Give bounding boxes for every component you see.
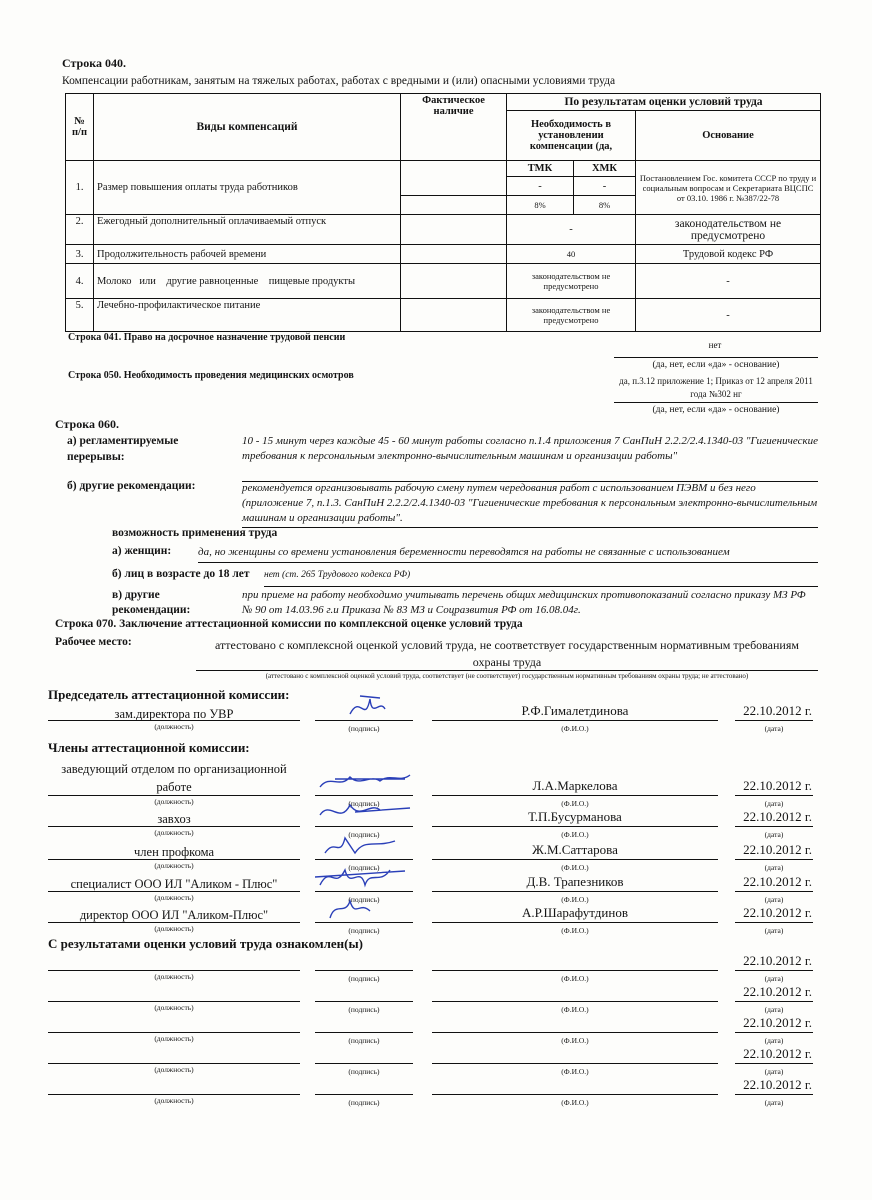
women-label: а) женщин:	[112, 545, 172, 557]
row-actual	[401, 299, 507, 332]
signature-caption: (подпись)	[348, 1098, 380, 1107]
row-num: 5.	[66, 299, 94, 332]
position-line	[48, 970, 300, 971]
date-value: 22.10.2012 г.	[743, 874, 812, 889]
signature-caption: (подпись)	[348, 926, 380, 935]
row-name: Ежегодный дополнительный оплачиваемый отпуск	[94, 215, 401, 245]
women-value: да, но женщины со времени установления беременности переводятся на работы не связанные с использованием	[198, 546, 730, 558]
tmk-value: -	[507, 177, 574, 196]
row-name: Молоко или другие равноценные пищевые продукты	[94, 264, 401, 299]
signature-caption: (подпись)	[348, 830, 380, 839]
fio-caption: (Ф.И.О.)	[561, 895, 589, 904]
fio-caption: (Ф.И.О.)	[561, 1005, 589, 1014]
position-line	[48, 1063, 300, 1064]
row060-title: Строка 060.	[55, 417, 119, 431]
fio-caption: (Ф.И.О.)	[561, 830, 589, 839]
row-actual	[401, 215, 507, 245]
hmk-value: -	[574, 177, 636, 196]
position-caption: (должность)	[154, 972, 194, 981]
other-recommendations-line	[242, 527, 818, 528]
date-line	[735, 826, 813, 827]
fio-value: Л.А.Маркелова	[532, 778, 618, 793]
women-line	[198, 562, 818, 563]
date-line	[735, 922, 813, 923]
header-actual: Фактическое наличие	[401, 94, 507, 161]
header-tmk: ТМК	[507, 161, 574, 177]
handwritten-signature	[315, 800, 415, 830]
row-actual	[401, 196, 507, 215]
position-caption: (должность)	[154, 1034, 194, 1043]
handwritten-signature	[315, 769, 415, 799]
handwritten-signature	[315, 896, 415, 926]
position-value: заведующий отделом по организационной работе	[61, 762, 287, 794]
row-basis: законодательством не предусмотрено	[636, 215, 821, 245]
position-caption: (должность)	[154, 722, 194, 731]
date-line	[735, 970, 813, 971]
workplace-label: Рабочее место:	[55, 636, 132, 648]
position-caption: (должность)	[154, 797, 194, 806]
row040-title: Строка 040.	[62, 56, 126, 70]
chairman-heading: Председатель аттестационной комиссии:	[48, 687, 290, 702]
position-caption: (должность)	[154, 924, 194, 933]
fio-line	[432, 859, 718, 860]
header-kinds: Виды компенсаций	[94, 94, 401, 161]
other-value: при приеме на работу необходимо учитывать перечень общих медицинских противопоказаний согласно приказу МЗ РФ № 90 от 14.03.96 г.и Приказа № 83 МЗ и Соцразвития РФ от 16.08.04г.	[242, 589, 806, 616]
acquainted-heading: С результатами оценки условий труда ознакомлен(ы)	[48, 936, 363, 951]
row-need: 40	[507, 245, 636, 264]
row-basis: Постановлением Гос. комитета СССР по труду и социальным вопросам и Секретариата ВЦСПС от 03.10. 1986 г. №387/22-78	[636, 161, 821, 215]
row-basis: -	[636, 299, 821, 332]
date-caption: (дата)	[764, 1098, 784, 1107]
fio-line	[432, 1063, 718, 1064]
date-value: 22.10.2012 г.	[743, 905, 812, 920]
date-caption: (дата)	[764, 1005, 784, 1014]
date-value: 22.10.2012 г.	[743, 1015, 812, 1030]
position-caption: (должность)	[154, 1096, 194, 1105]
row-actual	[401, 245, 507, 264]
row050-line	[614, 402, 818, 403]
header-results: По результатам оценки условий труда	[507, 94, 821, 111]
fio-caption: (Ф.И.О.)	[561, 799, 589, 808]
hmk-value: 8%	[574, 196, 636, 215]
date-line	[735, 1094, 813, 1095]
date-caption: (дата)	[764, 974, 784, 983]
date-line	[735, 1032, 813, 1033]
position-line	[48, 1001, 300, 1002]
position-caption: (должность)	[154, 828, 194, 837]
date-value: 22.10.2012 г.	[743, 842, 812, 857]
date-caption: (дата)	[764, 799, 784, 808]
position-value: член профкома	[134, 845, 214, 859]
row070-title: Строка 070. Заключение аттестационной комиссии по комплексной оценке условий труда	[55, 618, 523, 630]
signature-caption: (подпись)	[348, 1005, 380, 1014]
date-caption: (дата)	[764, 830, 784, 839]
minors-label: б) лиц в возрасте до 18 лет	[112, 568, 250, 580]
row041-label: Строка 041. Право на досрочное назначение трудовой пенсии	[68, 332, 346, 343]
other-recommendations-value: рекомендуется организовывать рабочую смену путем чередования работ с использованием ПЭВМ и без него (приложение 7, п.1.3. СанПиН 2.2.2/2.4.1340-03 "Гигиенические требования к персональным электронно-вычислительным машинам и организации работы".	[242, 482, 818, 524]
position-value: директор ООО ИЛ "Аликом-Плюс"	[79, 908, 269, 922]
date-value: 22.10.2012 г.	[743, 1046, 812, 1061]
signature-line	[315, 1094, 413, 1095]
row050-label: Строка 050. Необходимость проведения медицинских осмотров	[68, 370, 354, 381]
row-num: 3.	[66, 245, 94, 264]
position-caption: (должность)	[154, 861, 194, 870]
signature-caption: (подпись)	[348, 895, 380, 904]
date-caption: (дата)	[764, 863, 784, 872]
row050-value: да, п.3.12 приложение 1; Приказ от 12 апреля 2011 года №302 нг	[619, 376, 813, 399]
fio-line	[432, 891, 718, 892]
date-line	[735, 720, 813, 721]
minors-line	[264, 586, 818, 587]
date-line	[735, 795, 813, 796]
fio-value: Д.В. Трапезников	[526, 874, 624, 889]
row-num: 4.	[66, 264, 94, 299]
fio-caption: (Ф.И.О.)	[561, 1067, 589, 1076]
date-caption: (дата)	[764, 895, 784, 904]
minors-value: нет (ст. 265 Трудового кодекса РФ)	[264, 570, 411, 580]
date-value: 22.10.2012 г.	[743, 703, 812, 718]
position-caption: (должность)	[154, 1003, 194, 1012]
possibility-label: возможность применения труда	[112, 527, 278, 539]
row041-caption: (да, нет, если «да» - основание)	[652, 360, 780, 370]
row-basis: -	[636, 264, 821, 299]
signature-caption: (подпись)	[348, 1067, 380, 1076]
position-line	[48, 1032, 300, 1033]
row-need: законодательством не предусмотрено	[507, 299, 636, 332]
header-necessity: Необходимость в установлении компенсации (да,	[507, 111, 636, 161]
row-basis: Трудовой кодекс РФ	[636, 245, 821, 264]
fio-caption: (Ф.И.О.)	[561, 863, 589, 872]
fio-line	[432, 1032, 718, 1033]
position-caption: (должность)	[154, 893, 194, 902]
date-value: 22.10.2012 г.	[743, 984, 812, 999]
compensation-table	[65, 93, 821, 332]
position-line	[48, 1094, 300, 1095]
fio-caption: (Ф.И.О.)	[561, 1036, 589, 1045]
signature-line	[315, 1063, 413, 1064]
signature-caption: (подпись)	[348, 799, 380, 808]
fio-caption: (Ф.И.О.)	[561, 1098, 589, 1107]
date-value: 22.10.2012 г.	[743, 809, 812, 824]
signature-caption: (подпись)	[348, 724, 380, 733]
signature-line	[315, 1001, 413, 1002]
date-caption: (дата)	[764, 926, 784, 935]
row-num: 1.	[66, 161, 94, 215]
row041-line	[614, 357, 818, 358]
header-basis: Основание	[636, 111, 821, 161]
row-actual	[401, 161, 507, 196]
row050-caption: (да, нет, если «да» - основание)	[652, 405, 780, 415]
members-heading: Члены аттестационной комиссии:	[48, 740, 250, 755]
fio-line	[432, 720, 718, 721]
date-value: 22.10.2012 г.	[743, 953, 812, 968]
date-value: 22.10.2012 г.	[743, 778, 812, 793]
date-value: 22.10.2012 г.	[743, 1077, 812, 1092]
fio-line	[432, 795, 718, 796]
row-name: Размер повышения оплаты труда работников	[94, 161, 401, 215]
fio-line	[432, 1001, 718, 1002]
other-recommendations-label: б) другие рекомендации:	[67, 480, 196, 492]
position-value: специалист ООО ИЛ "Аликом - Плюс"	[70, 877, 278, 891]
fio-caption: (Ф.И.О.)	[561, 974, 589, 983]
date-caption: (дата)	[764, 724, 784, 733]
date-caption: (дата)	[764, 1067, 784, 1076]
fio-value: Т.П.Бусурманова	[528, 809, 622, 824]
breaks-value: 10 - 15 минут через каждые 45 - 60 минут работы согласно п.1.4 приложения 7 СанПиН 2.2.2/2.4.1340-03 "Гигиенические требования к персональным электронно-вычислительным машинам и организации работы"	[242, 435, 819, 462]
position-value: завхоз	[157, 812, 191, 826]
fio-value: Р.Ф.Гималетдинова	[521, 703, 629, 718]
fio-line	[432, 1094, 718, 1095]
row-actual	[401, 264, 507, 299]
tmk-value: 8%	[507, 196, 574, 215]
fio-line	[432, 826, 718, 827]
handwritten-signature	[315, 865, 415, 895]
row-need: законодательством не предусмотрено	[507, 264, 636, 299]
date-line	[735, 1063, 813, 1064]
handwritten-signature	[315, 833, 415, 863]
other-label: в) другие рекомендации:	[112, 589, 191, 616]
fio-caption: (Ф.И.О.)	[561, 724, 589, 733]
position-value: зам.директора по УВР	[114, 707, 234, 721]
workplace-line	[196, 670, 818, 671]
workplace-caption: (аттестовано с комплексной оценкой условий труда, соответствует (не соответствует) государственным нормативным требованиям охраны труда; не аттестовано)	[265, 672, 749, 680]
header-hmk: ХМК	[574, 161, 636, 177]
signature-caption: (подпись)	[348, 1036, 380, 1045]
row-name: Продолжительность рабочей времени	[94, 245, 401, 264]
signature-line	[315, 1032, 413, 1033]
signature-caption: (подпись)	[348, 863, 380, 872]
fio-value: А.Р.Шарафутдинов	[522, 905, 628, 920]
fio-caption: (Ф.И.О.)	[561, 926, 589, 935]
date-line	[735, 1001, 813, 1002]
signature-caption: (подпись)	[348, 974, 380, 983]
signature-line	[315, 970, 413, 971]
position-caption: (должность)	[154, 1065, 194, 1074]
header-num: № п/п	[66, 94, 94, 161]
fio-line	[432, 970, 718, 971]
row-num: 2.	[66, 215, 94, 245]
row040-subtitle: Компенсации работникам, занятым на тяжелых работах, работах с вредными и (или) опасными условиями труда	[62, 75, 616, 87]
handwritten-signature	[340, 694, 440, 724]
date-line	[735, 859, 813, 860]
row-need: -	[507, 215, 636, 245]
fio-line	[432, 922, 718, 923]
breaks-label: а) регламентируемые перерывы:	[67, 435, 179, 463]
fio-value: Ж.М.Саттарова	[532, 842, 618, 857]
row041-value: нет	[708, 340, 722, 350]
workplace-value: аттестовано с комплексной оценкой условий труда, не соответствует государственным нормативным требованиям охраны труда	[215, 638, 799, 669]
date-line	[735, 891, 813, 892]
date-caption: (дата)	[764, 1036, 784, 1045]
row-name: Лечебно-профилактическое питание	[94, 299, 401, 332]
